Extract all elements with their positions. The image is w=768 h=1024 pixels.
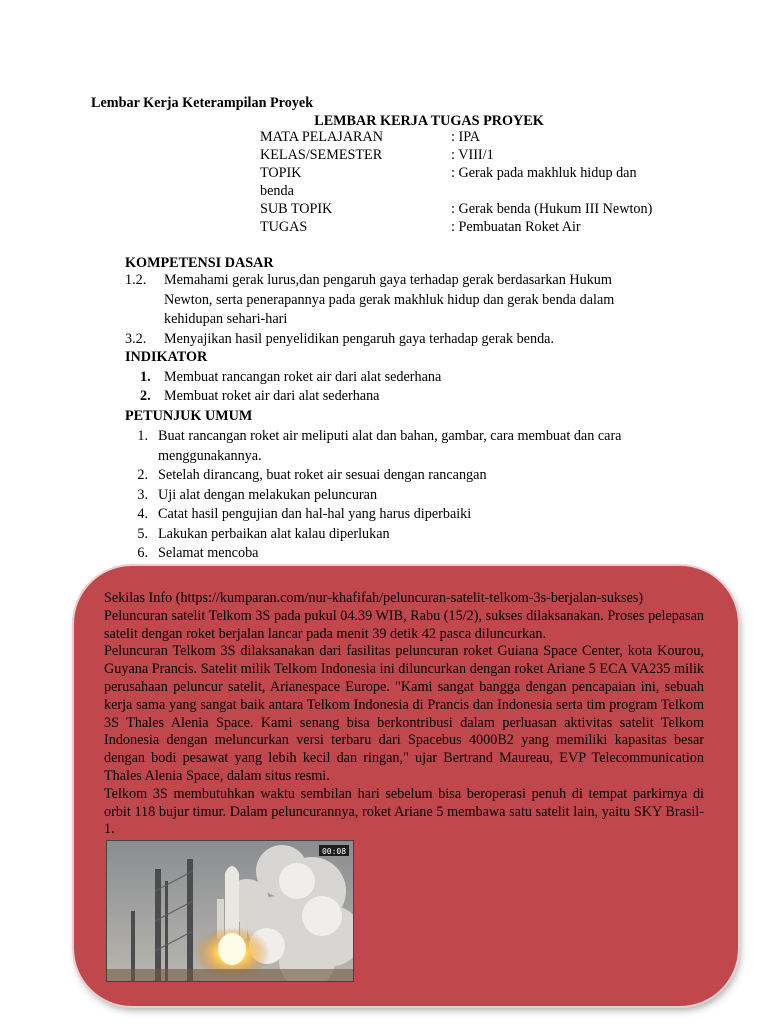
kd-text — [164, 330, 664, 350]
kd-line: Newton, serta penerapannya pada gerak makhluk hidup dan gerak benda dalam — [164, 291, 615, 308]
petunjuk-text — [158, 427, 621, 466]
petunjuk-number: 2. — [137, 467, 148, 483]
info-box — [74, 566, 738, 1006]
petunjuk-line: Lakukan perbaikan alat kalau diperlukan — [158, 526, 390, 542]
info-paragraph: Peluncuran satelit Telkom 3S pada pukul 04.39 WIB, Rabu (15/2), sukses dilaksanakan. Proses pelepasan satelit dengan roket berjalan lancar pada menit 39 detik 42 pasca diluncurkan. — [104, 607, 704, 642]
petunjuk-line: menggunakannya. — [158, 447, 262, 464]
info-box-heading: Sekilas Info (https://kumparan.com/nur-khafifah/peluncuran-satelit-telkom-3s-berjalan-sukses) — [104, 590, 644, 606]
meta-label: TOPIK — [260, 165, 302, 181]
petunjuk-line: Uji alat dengan melakukan peluncuran — [158, 487, 378, 503]
kompetensi-heading: KOMPETENSI DASAR — [125, 255, 274, 271]
meta-value: : IPA — [451, 129, 481, 145]
meta-value: : VIII/1 — [451, 147, 494, 163]
meta-label: TUGAS — [260, 219, 308, 235]
kd-number: 3.2. — [125, 331, 147, 347]
kd-line: kehidupan sehari-hari — [164, 311, 288, 327]
kd-text — [164, 271, 664, 330]
info-paragraph: Telkom 3S membutuhkan waktu sembilan hari sebelum bisa beroperasi penuh di tempat parkirnya di orbit 118 bujur timur. Dalam peluncurannya, roket Ariane 5 membawa satu satelit lain, yaitu SKY Brasil-1. — [104, 785, 704, 838]
indikator-text: Membuat rancangan roket air dari alat sederhana — [164, 369, 442, 385]
petunjuk-line: Setelah dirancang, buat roket air sesuai dengan rancangan — [158, 467, 487, 483]
petunjuk-number: 3. — [137, 487, 148, 503]
doc-title: Lembar Kerja Keterampilan Proyek — [91, 95, 314, 111]
kd-line: Menyajikan hasil penyelidikan pengaruh gaya terhadap gerak benda. — [164, 331, 555, 347]
indikator-number: 2. — [140, 388, 151, 404]
info-box-text — [104, 590, 704, 839]
info-paragraph: Peluncuran Telkom 3S dilaksanakan dari fasilitas peluncuran roket Guiana Space Center, kota Kourou, Guyana Prancis. Satelit milik Telkom Indonesia ini diluncurkan dengan roket Ariane 5 ECA VA235 milik perusahaan peluncur satelit, Arianespace Europe. "Kami sangat bangga dengan pencapaian ini, sebuah kerja sama yang sangat baik antara Telkom Indonesia di Prancis dan Indonesia serta tim program Telkom 3S Thales Alenia Space. Kami senang bisa berkontribusi dalam perluasan aktivitas satelit Telkom Indonesia dengan meluncurkan versi terbaru dari Spacebus 4000B2 yang memiliki kapasitas besar dengan bodi pesawat yang lebih kecil dan ringan," ujar Bertrand Maureau, EVP Telecommunication Thales Alenia Space, dalam situs resmi. — [104, 643, 704, 784]
sheet-heading: LEMBAR KERJA TUGAS PROYEK — [314, 113, 544, 129]
indikator-text: Membuat roket air dari alat sederhana — [164, 388, 380, 404]
meta-label: SUB TOPIK — [260, 201, 333, 217]
kd-line: Memahami gerak lurus,dan pengaruh gaya terhadap gerak berdasarkan Hukum — [164, 272, 612, 288]
indikator-number: 1. — [140, 369, 151, 385]
petunjuk-line: Buat rancangan roket air meliputi alat dan bahan, gambar, cara membuat dan cara — [158, 428, 622, 444]
petunjuk-number: 6. — [137, 545, 148, 561]
petunjuk-line: Catat hasil pengujian dan hal-hal yang harus diperbaiki — [158, 506, 472, 522]
kd-number: 1.2. — [125, 272, 147, 288]
meta-value: : Pembuatan Roket Air — [451, 219, 581, 235]
petunjuk-number: 4. — [137, 506, 148, 522]
meta-value: : Gerak benda (Hukum III Newton) — [451, 201, 653, 217]
petunjuk-line: Selamat mencoba — [158, 545, 259, 561]
petunjuk-number: 1. — [137, 428, 148, 444]
meta-label: MATA PELAJARAN — [260, 129, 384, 145]
meta-label: benda — [260, 183, 294, 199]
petunjuk-heading: PETUNJUK UMUM — [125, 408, 253, 424]
petunjuk-number: 5. — [137, 526, 148, 542]
meta-value: : Gerak pada makhluk hidup dan — [451, 165, 637, 181]
rocket-launch-image — [107, 841, 353, 981]
video-timestamp: 00:08 — [321, 847, 347, 856]
meta-label: KELAS/SEMESTER — [260, 147, 383, 163]
rocket-launch-photo — [106, 840, 354, 982]
indikator-heading: INDIKATOR — [125, 349, 208, 365]
